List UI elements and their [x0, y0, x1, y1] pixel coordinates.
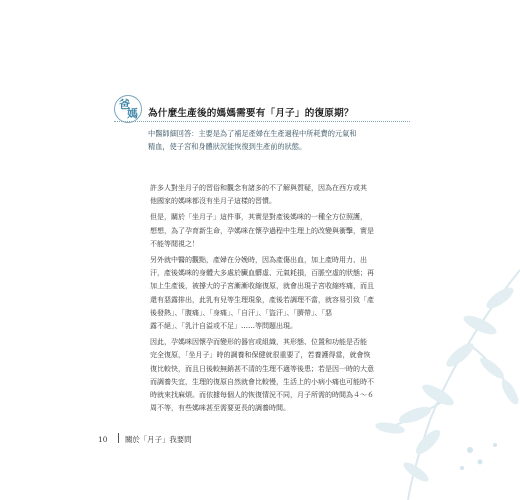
- text-line: 還有惡露排出，此乳有兒等生理現象，產後若調理不當，就容易引致「產: [150, 295, 374, 304]
- text-line: 周不等，有些媽咪甚至需要更長的調養時間。: [150, 404, 290, 413]
- section-badge: [114, 95, 142, 123]
- text-line: 許多人對坐月子的習俗和觀念有諸多的不了解與質疑，因為在西方或其: [150, 184, 367, 192]
- badge-char-dad: 爸: [119, 98, 130, 111]
- body-text: [150, 182, 394, 418]
- text-line: 後發熱」、「腹痛」、「身痛」、「自汗」、「盜汗」、「臍帶」、「惡: [150, 308, 332, 317]
- text-line: 不能等閒視之！: [150, 239, 199, 248]
- text-line: 想想，為了孕育新生命，孕媽咪在懷孕過程中生理上的改變與衝擊，實是: [150, 226, 374, 235]
- text-line: 汗，產後媽咪的身體大多處於臟血髒虛、元氣耗損，百脈空虛的狀態；再: [150, 269, 374, 278]
- text-line: 另外就中醫的觀點，產婦在分娩時，因為產傷出血，加上產時用力、出: [150, 256, 367, 265]
- text-line: 復比較快，而且日後較無銷甚不清的生理不適等後患；若是因一時的大意: [150, 364, 374, 373]
- page-footer: [98, 433, 192, 445]
- running-title: 關於「月子」我要問: [125, 435, 192, 444]
- paragraph: [150, 254, 394, 333]
- text-line: 因此，孕媽咪因懷孕而變形的器官或組織，其形態、位置和功能是否能: [150, 338, 367, 347]
- text-line: 他國家的媽咪都沒有坐月子這樣的習慣。: [150, 197, 276, 206]
- paragraph: [150, 336, 394, 415]
- answer-line: 精血，使子宮和身體狀況能恢復到生產前的狀態。: [148, 142, 307, 152]
- text-line: 露不絕」、「乳汁自溢或不足」……等問題出現。: [150, 322, 297, 331]
- badge-char-mom: 媽: [127, 107, 138, 120]
- page-number: 10: [98, 435, 108, 444]
- text-line: 而調養失宜，生理的復原自然就會比較慢，生活上的小病小痛也可能時不: [150, 377, 374, 386]
- heading-divider: [114, 121, 410, 122]
- paragraph: [150, 211, 394, 251]
- text-line: 但是，關於「坐月子」這件事，其實是對產後媽咪的一種全方位照護，: [150, 213, 367, 222]
- text-line: 時就來找麻煩。而依據每個人的恢復情況不同，月子所需的時間為４～６: [150, 391, 374, 400]
- paragraph: [150, 182, 394, 208]
- answer-line: 中醫師細回答：主要是為了補足產婦在生產過程中所耗費的元氣和: [148, 129, 357, 138]
- text-line: 加上生產後，被撐大的子宮漸漸收縮復原，就會出現子宮收縮疼痛，而且: [150, 282, 374, 291]
- text-line: 完全復原，「坐月子」時的調養和保健就很重要了，若養護得當，就會恢: [150, 351, 371, 360]
- doctor-answer: [148, 127, 396, 154]
- footer-separator: [118, 433, 119, 443]
- question-heading: 為什麼生產後的媽媽需要有「月子」的復原期？: [148, 108, 354, 119]
